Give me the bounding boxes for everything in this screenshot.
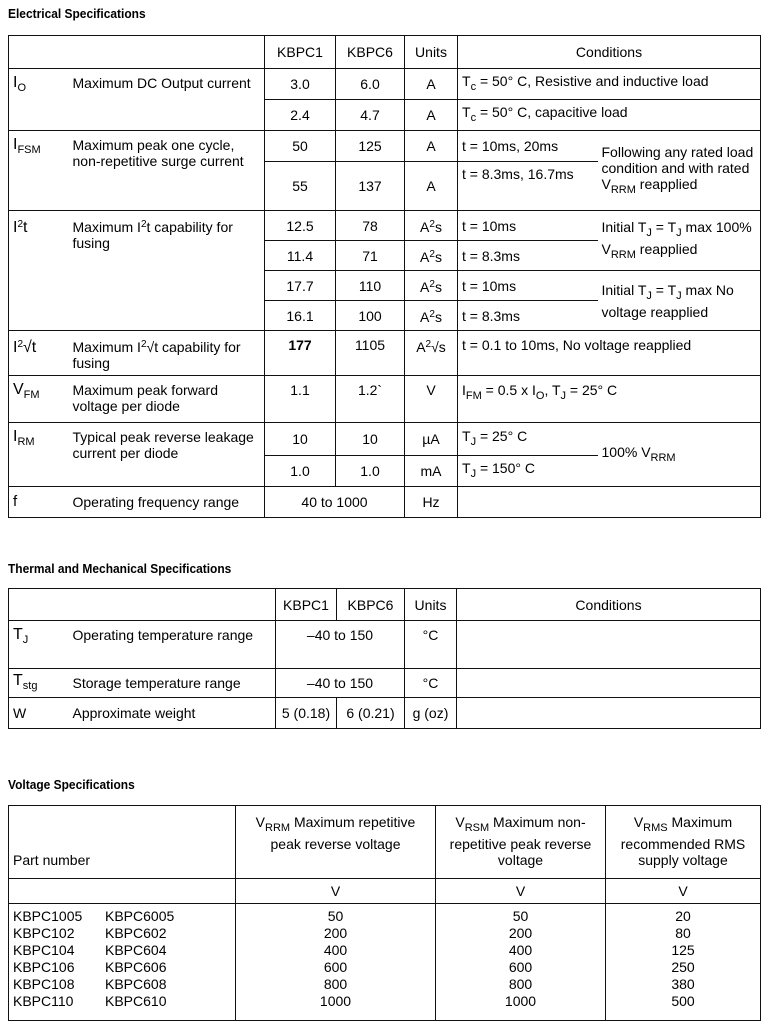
symbol: $T_{stg}$	[9, 669, 69, 698]
list-item: 800	[508, 976, 533, 992]
col-kbpc1: KBPC1	[265, 36, 336, 69]
kbpc1-parts	[13, 908, 105, 1010]
value: 55	[265, 162, 336, 211]
list-item: 800	[323, 976, 348, 992]
unit: °C	[405, 669, 457, 698]
symbol: $I^2√t$	[9, 331, 69, 376]
value: 16.1	[265, 301, 336, 331]
vrsm-values	[436, 904, 606, 1021]
list-item: KBPC104	[13, 942, 75, 958]
list-item: 380	[671, 976, 695, 992]
condition: t = 10ms	[458, 211, 598, 241]
value: 3.0	[265, 69, 336, 100]
unit: A	[405, 162, 458, 211]
parameter: Approximate weight	[69, 698, 276, 729]
parameter: Operating frequency range	[69, 487, 265, 518]
electrical-table	[8, 35, 761, 518]
list-item: KBPC102	[13, 925, 75, 941]
value: 1105	[336, 331, 405, 376]
value: 1.2`	[336, 376, 405, 423]
vrms-values	[606, 904, 761, 1021]
condition: $T_J = 150^\circ$ C	[458, 456, 598, 487]
value: 71	[336, 241, 405, 271]
value: 1.0	[265, 456, 336, 487]
kbpc6-parts	[105, 908, 174, 1010]
unit: $A^2s$	[405, 301, 458, 331]
parameter: Typical peak reverse leakage current per diode	[69, 423, 265, 487]
value: 78	[336, 211, 405, 241]
list-item: 1000	[504, 993, 537, 1009]
value: 125	[336, 131, 405, 162]
list-item: KBPC106	[13, 959, 75, 975]
value: 2.4	[265, 100, 336, 131]
col-units: Units	[405, 589, 457, 621]
list-item: 250	[671, 959, 695, 975]
unit: °C	[405, 621, 457, 669]
unit: A	[405, 131, 458, 162]
unit: $A^2√s$	[405, 331, 458, 376]
list-item: 600	[323, 959, 348, 975]
list-item: KBPC604	[105, 942, 167, 958]
col-vrms: $V_{RMS}$ Maximum recommended RMS supply voltage	[606, 806, 761, 879]
parameter: Maximum peak forward voltage per diode	[69, 376, 265, 423]
list-item: 20	[675, 908, 691, 924]
list-item: KBPC6005	[105, 908, 175, 924]
list-item: KBPC608	[105, 976, 167, 992]
unit: V	[405, 376, 458, 423]
condition: $I_{FM} = 0.5$ x $I_O$, $T_J = 25^\circ$ C	[458, 376, 761, 423]
list-item: 200	[323, 925, 348, 941]
condition: $T_J = 25^\circ$ C	[458, 423, 598, 456]
value: 110	[336, 271, 405, 301]
list-item: 1000	[319, 993, 352, 1009]
list-item: 125	[671, 942, 695, 958]
value: 10	[265, 423, 336, 456]
thermal-title: Thermal and Mechanical Specifications	[8, 561, 232, 576]
list-item: 50	[327, 908, 344, 924]
parameter: Maximum DC Output current	[69, 69, 265, 131]
condition: t = 8.3ms	[458, 301, 598, 331]
voltage-title: Voltage Specifications	[8, 777, 135, 792]
value: –40 to 150	[276, 669, 405, 698]
condition: t = 8.3ms	[458, 241, 598, 271]
list-item: KBPC108	[13, 976, 75, 992]
vrrm-values	[236, 904, 436, 1021]
unit: mA	[405, 456, 458, 487]
value: 137	[336, 162, 405, 211]
value: 12.5	[265, 211, 336, 241]
unit: $A^2s$	[405, 211, 458, 241]
symbol: $I^2t$	[9, 211, 69, 331]
electrical-title: Electrical Specifications	[8, 6, 146, 21]
value: 100	[336, 301, 405, 331]
symbol: $T_J$	[9, 621, 69, 669]
condition: t = 0.1 to 10ms, No voltage reapplied	[458, 331, 761, 376]
col-kbpc1: KBPC1	[276, 589, 337, 621]
symbol: $I_O$	[9, 69, 69, 131]
list-item: KBPC606	[105, 959, 167, 975]
list-item: 50	[512, 908, 529, 924]
unit: µA	[405, 423, 458, 456]
list-item: 80	[675, 925, 691, 941]
col-part-number: Part number	[9, 806, 236, 879]
voltage-table	[8, 805, 761, 1021]
value: 6 (0.21)	[337, 698, 405, 729]
list-item: 500	[671, 993, 695, 1009]
condition: t = 10ms	[458, 271, 598, 301]
col-vrsm: $V_{RSM}$ Maximum non-repetitive peak reverse voltage	[436, 806, 606, 879]
unit: g (oz)	[405, 698, 457, 729]
value: 10	[336, 423, 405, 456]
unit: V	[606, 879, 761, 904]
parameter: Maximum $I^2t$ capability for fusing	[69, 211, 265, 331]
col-kbpc6: KBPC6	[337, 589, 405, 621]
list-item: 400	[508, 942, 533, 958]
parameter: Storage temperature range	[69, 669, 276, 698]
col-units: Units	[405, 36, 458, 69]
condition: t = 8.3ms, 16.7ms	[458, 162, 598, 211]
list-item: 400	[323, 942, 348, 958]
value: –40 to 150	[276, 621, 405, 669]
condition: $T_c = 50^\circ$ C, capacitive load	[458, 100, 761, 131]
value: 17.7	[265, 271, 336, 301]
list-item: KBPC610	[105, 993, 167, 1009]
parameter: Operating temperature range	[69, 621, 276, 669]
condition-note: Initial $T_J = T_J$ max 100% $V_{RRM}$ reapplied	[598, 211, 761, 271]
unit: $A^2s$	[405, 271, 458, 301]
unit: A	[405, 69, 458, 100]
unit: A	[405, 100, 458, 131]
symbol: $V_{FM}$	[9, 376, 69, 423]
list-item: KBPC1005	[13, 908, 83, 924]
value: 11.4	[265, 241, 336, 271]
unit: $A^2s$	[405, 241, 458, 271]
condition-note: 100% $V_{RRM}$	[598, 423, 761, 487]
parameter: Maximum peak one cycle, non-repetitive surge current	[69, 131, 265, 211]
value: 40 to 1000	[265, 487, 405, 518]
parameter: Maximum $I^2√t$ capability for fusing	[69, 331, 265, 376]
value: 1.1	[265, 376, 336, 423]
value: 177	[265, 331, 336, 376]
condition-note: Following any rated load condition and with rated $V_{RRM}$ reapplied	[598, 131, 761, 211]
symbol: W	[9, 698, 69, 729]
value: 1.0	[336, 456, 405, 487]
list-item: KBPC110	[13, 993, 74, 1009]
condition: $T_c = 50^\circ$ C, Resistive and inductive load	[458, 69, 761, 100]
value: 6.0	[336, 69, 405, 100]
list-item: KBPC602	[105, 925, 167, 941]
condition-note: Initial $T_J = T_J$ max No voltage reapplied	[598, 271, 761, 331]
value: 4.7	[336, 100, 405, 131]
value: 50	[265, 131, 336, 162]
col-conditions: Conditions	[457, 589, 761, 621]
symbol: $I_{FSM}$	[9, 131, 69, 211]
list-item: 600	[508, 959, 533, 975]
list-item: 200	[508, 925, 533, 941]
unit: Hz	[405, 487, 458, 518]
condition: t = 10ms, 20ms	[458, 131, 598, 162]
col-conditions: Conditions	[458, 36, 761, 69]
thermal-table	[8, 588, 761, 729]
unit: V	[436, 879, 606, 904]
value: 5 (0.18)	[276, 698, 337, 729]
col-vrrm: $V_{RRM}$ Maximum repetitive peak reverse voltage	[236, 806, 436, 879]
unit: V	[236, 879, 436, 904]
symbol: $I_{RM}$	[9, 423, 69, 487]
symbol: f	[9, 487, 69, 518]
col-kbpc6: KBPC6	[336, 36, 405, 69]
